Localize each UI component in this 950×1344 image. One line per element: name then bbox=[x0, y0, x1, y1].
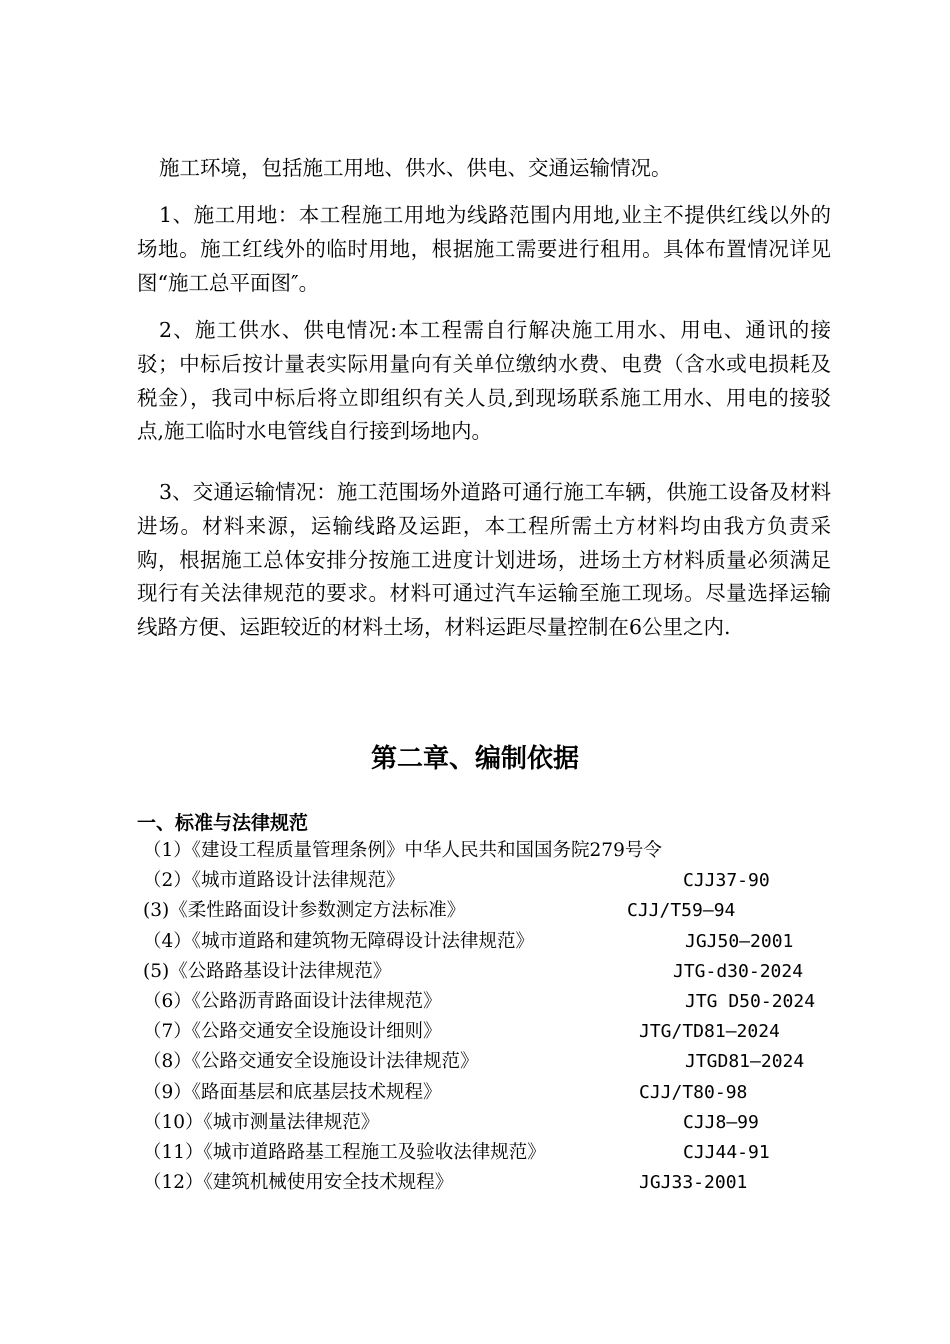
paragraph-construction-environment: 施工环境，包括施工用地、供水、供电、交通运输情况。 bbox=[159, 156, 672, 180]
standard-code: CJJ37-90 bbox=[683, 870, 770, 892]
standard-title: (5)《公路路基设计法律规范》 bbox=[143, 960, 392, 982]
standard-item bbox=[143, 836, 843, 866]
standard-title: (3)《柔性路面设计参数测定方法标准》 bbox=[143, 900, 466, 922]
standard-item bbox=[143, 1017, 843, 1047]
standard-code: JTG D50-2024 bbox=[685, 990, 816, 1012]
standard-title: （6）《公路沥青路面设计法律规范》 bbox=[143, 990, 442, 1012]
standard-title: （8）《公路交通安全设施设计法律规范》 bbox=[143, 1051, 479, 1073]
standard-code: CJJ8—99 bbox=[683, 1111, 759, 1133]
standard-code: JTGD81—2024 bbox=[685, 1051, 805, 1073]
standard-item bbox=[143, 957, 843, 987]
standard-item bbox=[143, 866, 843, 896]
standard-item bbox=[143, 1078, 843, 1108]
standard-item bbox=[143, 896, 843, 926]
standard-title: （12）《建筑机械使用安全技术规程》 bbox=[143, 1172, 454, 1194]
paragraph-transportation: 3、交通运输情况：施工范围场外道路可通行施工车辆，供施工设备及材料进场。材料来源，运输线路及运距，本工程所需土方材料均由我方负责采购，根据施工总体安排分按施工进度计划进场，进场土方材料质量必须满足现行有关法律规范的要求。材料可通过汽车运输至施工现场。尽量选择运输线路方便、运距较近的材料土场，材料运距尽量控制在6公里之内. bbox=[137, 480, 831, 640]
section-title: 一、标准与法律规范 bbox=[137, 812, 309, 834]
standards-list bbox=[143, 836, 843, 1198]
standard-title: （1）《建设工程质量管理条例》中华人民共和国国务院279号令 bbox=[143, 840, 662, 861]
standard-code: JTG-d30-2024 bbox=[673, 960, 804, 982]
standard-code: CJJ/T80-98 bbox=[639, 1081, 748, 1103]
paragraph-water-power-supply: 2、施工供水、供电情况:本工程需自行解决施工用水、用电、通讯的接驳；中标后按计量表实际用量向有关单位缴纳水费、电费（含水或电损耗及税金），我司中标后将立即组织有关人员,到现场联系施工用水、用电的接驳点,施工临时水电管线自行接到场地内。 bbox=[137, 318, 831, 444]
standard-code: CJJ/T59—94 bbox=[627, 900, 736, 922]
standard-item bbox=[143, 1138, 843, 1168]
standard-item bbox=[143, 987, 843, 1017]
standard-code: JTG/TD81—2024 bbox=[639, 1021, 780, 1043]
standard-title: （11）《城市道路路基工程施工及验收法律规范》 bbox=[143, 1141, 546, 1163]
standard-code: JGJ33-2001 bbox=[639, 1172, 748, 1194]
standard-item bbox=[143, 1168, 843, 1198]
paragraph-construction-land: 1、施工用地：本工程施工用地为线路范围内用地,业主不提供红线以外的场地。施工红线外的临时用地，根据施工需要进行租用。具体布置情况详见图“施工总平面图″。 bbox=[137, 203, 831, 295]
standard-item bbox=[143, 927, 843, 957]
standard-title: （10）《城市测量法律规范》 bbox=[143, 1111, 380, 1133]
standard-title: （7）《公路交通安全设施设计细则》 bbox=[143, 1021, 442, 1043]
standard-title: （2）《城市道路设计法律规范》 bbox=[143, 870, 405, 892]
standard-code: CJJ44-91 bbox=[683, 1141, 770, 1163]
standard-item bbox=[143, 1047, 843, 1077]
standard-title: （9）《路面基层和底基层技术规程》 bbox=[143, 1081, 442, 1103]
standard-code: JGJ50—2001 bbox=[685, 930, 794, 952]
standard-title: （4）《城市道路和建筑物无障碍设计法律规范》 bbox=[143, 930, 535, 952]
chapter-title: 第二章、编制依据 bbox=[370, 744, 579, 774]
standard-item bbox=[143, 1108, 843, 1138]
